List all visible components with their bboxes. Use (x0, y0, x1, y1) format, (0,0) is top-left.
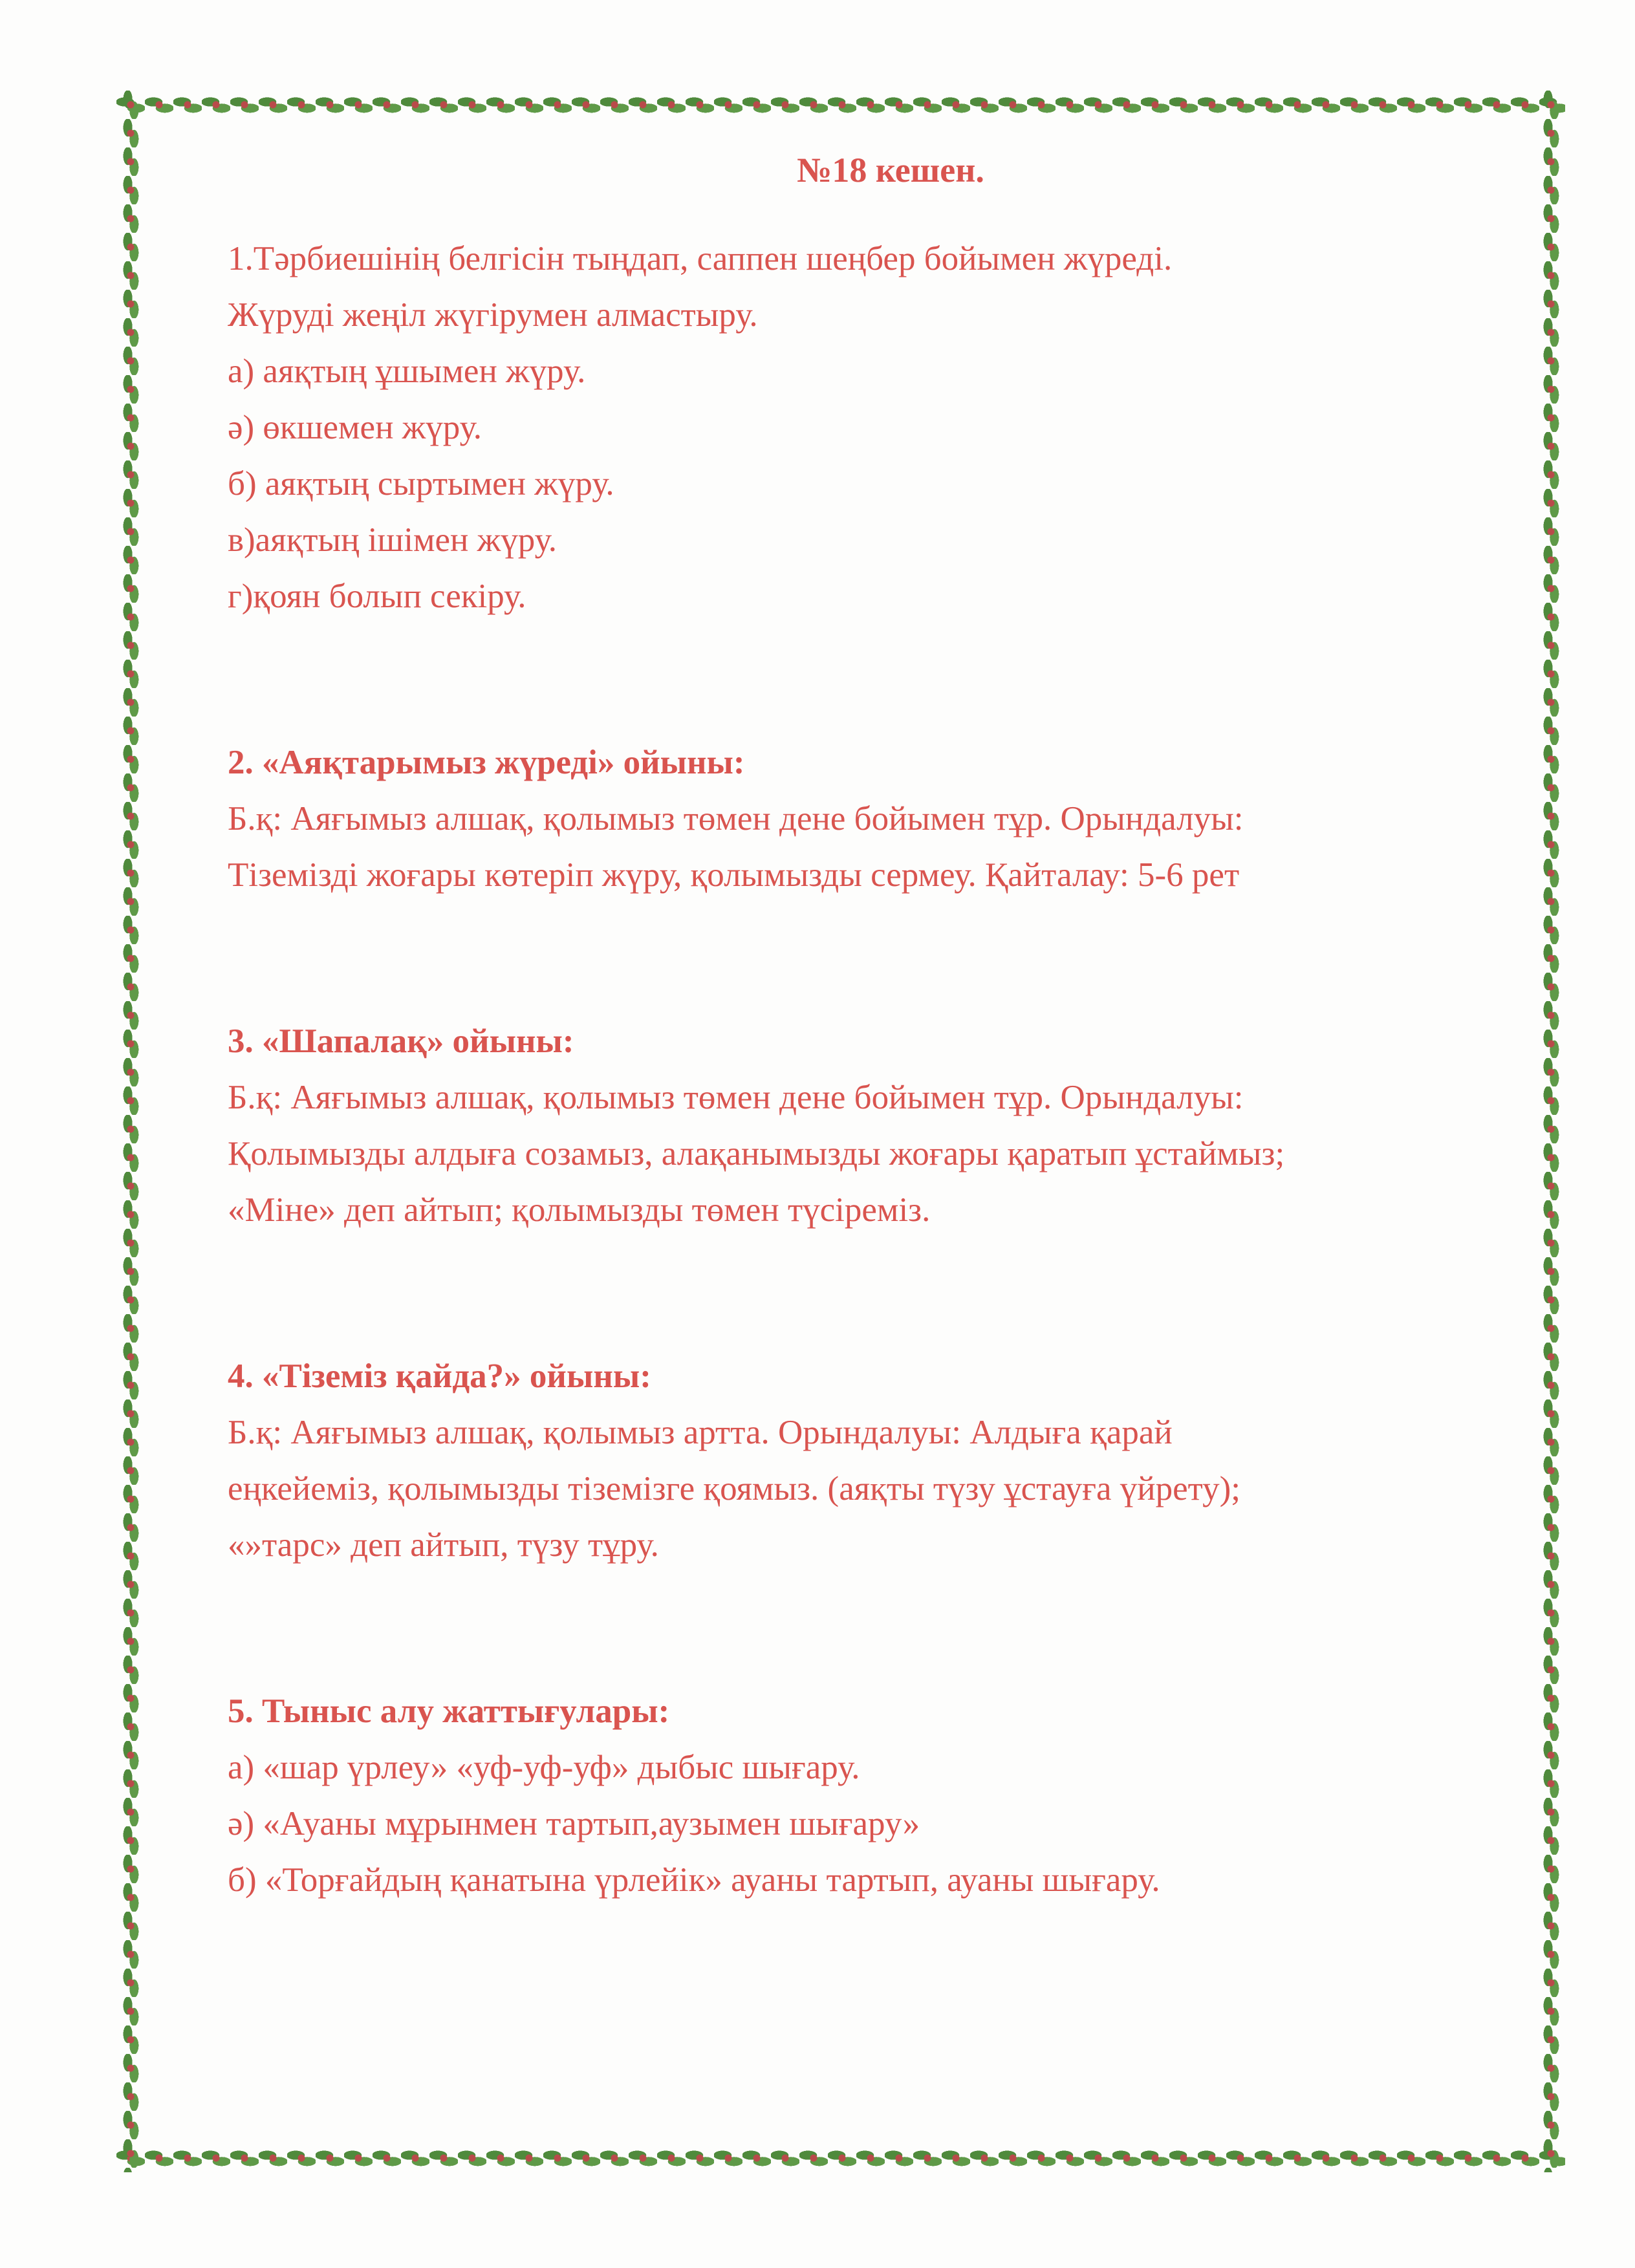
section-2-line: Тіземізді жоғары көтеріп жүру, қолымызды сермеу. Қайталау: 5-6 рет (228, 856, 1240, 894)
section-3 (228, 1013, 1528, 1238)
page-title: №18 кешен. (797, 151, 984, 189)
section-5-line: а) «шар үрлеу» «уф-уф-уф» дыбыс шығару. (228, 1749, 860, 1786)
section-1 (228, 231, 1528, 625)
section-1-line: г)қоян болып секіру. (228, 578, 526, 615)
holly-border-left (116, 91, 145, 2172)
spacer (228, 903, 1528, 1013)
section-5 (228, 1683, 1528, 1908)
section-1-line: б) аяқтың сыртымен жүру. (228, 465, 614, 502)
spacer (228, 625, 1528, 735)
section-4-line: еңкейеміз, қолымызды тіземізге қоямыз. (аяқты түзу ұстауға үйрету); (228, 1470, 1241, 1507)
section-5-line: ә) «Ауаны мұрынмен тартып,аузымен шығару» (228, 1805, 920, 1842)
section-5-line: б) «Торғайдың қанатына үрлейік» ауаны тартып, ауаны шығару. (228, 1861, 1160, 1899)
section-2-heading: 2. «Аяқтарымыз жүреді» ойыны: (228, 744, 745, 781)
section-1-line: 1.Тәрбиешінің белгісін тыңдап, саппен шеңбер бойымен жүреді. (228, 240, 1173, 277)
document-body (228, 142, 1528, 1908)
spacer (228, 1573, 1528, 1683)
holly-border-top (116, 91, 1565, 119)
section-4 (228, 1348, 1528, 1573)
section-3-heading: 3. «Шапалақ» ойыны: (228, 1022, 574, 1060)
section-3-line: «Міне» деп айтып; қолымызды төмен түсіреміз. (228, 1191, 931, 1229)
section-3-line: Қолымызды алдыға созамыз, алақанымызды жоғары қаратып ұстаймыз; (228, 1135, 1285, 1172)
section-2-line: Б.қ: Аяғымыз алшақ, қолымыз төмен дене бойымен тұр. Орындалуы: (228, 800, 1244, 837)
section-4-line: Б.қ: Аяғымыз алшақ, қолымыз артта. Орындалуы: Алдыға қарай (228, 1414, 1173, 1451)
holly-border-bottom (116, 2144, 1565, 2172)
section-4-heading: 4. «Тіземіз қайда?» ойыны: (228, 1357, 651, 1395)
section-5-heading: 5. Тыныс алу жаттығулары: (228, 1692, 670, 1730)
section-1-line: в)аяқтың ішімен жүру. (228, 521, 558, 559)
section-3-line: Б.қ: Аяғымыз алшақ, қолымыз төмен дене бойымен тұр. Орындалуы: (228, 1079, 1244, 1116)
holly-border-right (1537, 91, 1565, 2172)
spacer (228, 1238, 1528, 1348)
section-1-line: а) аяқтың ұшымен жүру. (228, 352, 586, 390)
section-1-line: ә) өкшемен жүру. (228, 409, 482, 446)
section-4-line: «»тарс» деп айтып, түзу тұру. (228, 1526, 659, 1564)
section-1-line: Жүруді жеңіл жүгірумен алмастыру. (228, 296, 758, 334)
section-2 (228, 735, 1528, 903)
